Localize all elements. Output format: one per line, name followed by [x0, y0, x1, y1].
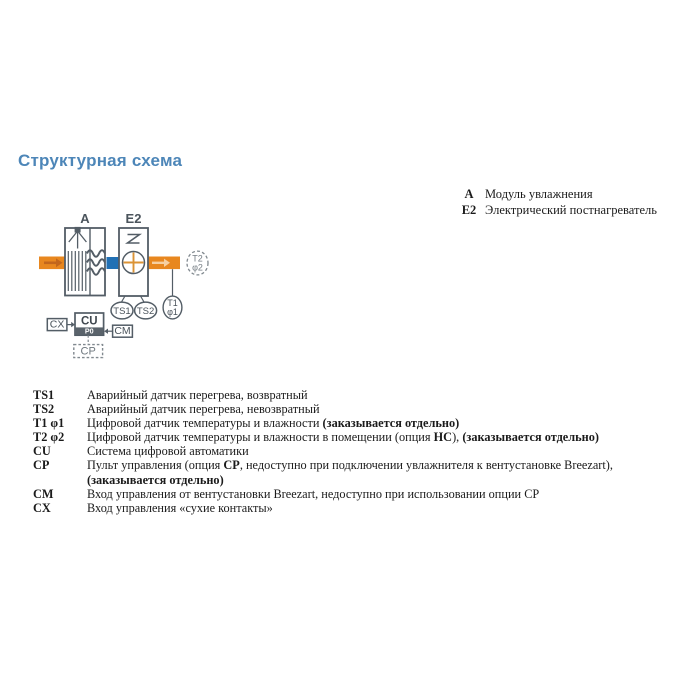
svg-text:TS2: TS2: [136, 306, 155, 317]
heater-box: [119, 228, 148, 296]
sensor-ts2: [135, 302, 157, 319]
legend-row-description: [87, 388, 649, 402]
input-cx: [47, 319, 75, 331]
legend-row-description: [87, 402, 649, 416]
legend-text-part: (заказывается отдельно): [322, 416, 460, 431]
legend-row: [33, 458, 649, 486]
legend-text-part: Цифровой датчик температуры и влажности: [87, 416, 323, 431]
legend-row: [33, 416, 649, 430]
legend-row-label: CM: [33, 486, 54, 501]
legend-row: [33, 501, 649, 515]
legend-list: [33, 388, 649, 515]
side-legend-item: [455, 202, 657, 218]
legend-text-part: Пульт управления (опция: [87, 458, 224, 473]
control-panel-cp: [74, 335, 103, 357]
legend-row-label: T1 φ1: [33, 416, 65, 431]
legend-text-part: Система цифровой автоматики: [87, 444, 249, 459]
legend-row-label: TS1: [33, 388, 55, 402]
sensor-t1: [163, 296, 182, 319]
legend-text-part: НС: [433, 430, 453, 445]
legend-text-part: Цифровой датчик температуры и влажности в помещении (опция: [87, 430, 434, 445]
legend-row-description: [87, 487, 649, 501]
legend-text-part: (заказывается отдельно): [87, 472, 224, 487]
legend-row: [33, 444, 649, 458]
side-legend-label: E2: [461, 203, 477, 217]
humidifier-box: [65, 227, 105, 296]
svg-text:φ2: φ2: [192, 262, 203, 273]
sensor-ts1: [111, 302, 133, 319]
side-legend-label: A: [464, 187, 474, 201]
side-legend-text: Модуль увлажнения: [485, 187, 593, 201]
legend-row-description: [87, 458, 649, 486]
svg-text:CP: CP: [80, 345, 96, 358]
svg-text:T2: T2: [192, 253, 203, 264]
controller-cu: [75, 313, 104, 335]
side-legend-item: [455, 186, 657, 202]
legend-row-description: [87, 444, 649, 458]
legend-text-part: Аварийный датчик перегрева, возвратный: [87, 388, 308, 402]
legend-text-part: (заказывается отдельно): [462, 430, 599, 445]
svg-text:CM: CM: [114, 325, 131, 338]
legend-row: [33, 402, 649, 416]
structural-diagram: [30, 195, 230, 365]
airflow-in-arrow: [39, 257, 66, 270]
legend-row-label: CP: [33, 458, 50, 473]
legend-text-part: , недоступно при подключении увлажнителя к вентустановке Breezart),: [239, 458, 613, 473]
legend-text-part: СР: [223, 458, 240, 473]
svg-text:CU: CU: [80, 315, 98, 328]
legend-row-description: [87, 501, 649, 515]
legend-row: [33, 388, 649, 402]
duct-connector: [107, 257, 120, 269]
airflow-out-arrow: [147, 257, 180, 270]
side-legend: [455, 186, 657, 218]
legend-row-label: TS2: [33, 402, 55, 417]
svg-text:CX: CX: [49, 318, 65, 331]
svg-text:T1: T1: [167, 298, 178, 308]
legend-row: [33, 430, 649, 444]
legend-text-part: Аварийный датчик перегрева, невозвратный: [87, 402, 320, 417]
legend-text-part: Вход управления от вентустановки Breezart, недоступно при использовании опции СР: [87, 486, 540, 501]
legend-row-label: T2 φ2: [33, 430, 65, 445]
legend-row-label: CU: [33, 444, 51, 459]
svg-text:P0: P0: [84, 326, 94, 336]
legend-row-label: CX: [33, 500, 51, 515]
sensor-t2-optional: [187, 251, 208, 275]
legend-row-description: [87, 416, 649, 430]
heating-element-icon: [123, 252, 145, 274]
input-cm: [104, 325, 132, 337]
label-module-a: A: [80, 211, 90, 226]
label-heater-e2: E2: [125, 211, 142, 226]
side-legend-text: Электрический постнагреватель: [485, 203, 657, 217]
legend-text-part: ),: [452, 430, 463, 445]
page-title: Структурная схема: [18, 151, 183, 170]
svg-text:TS1: TS1: [113, 306, 131, 317]
legend-row: [33, 487, 649, 501]
svg-text:φ1: φ1: [167, 307, 178, 317]
legend-row-description: [87, 430, 649, 444]
legend-text-part: Вход управления «сухие контакты»: [87, 500, 273, 515]
